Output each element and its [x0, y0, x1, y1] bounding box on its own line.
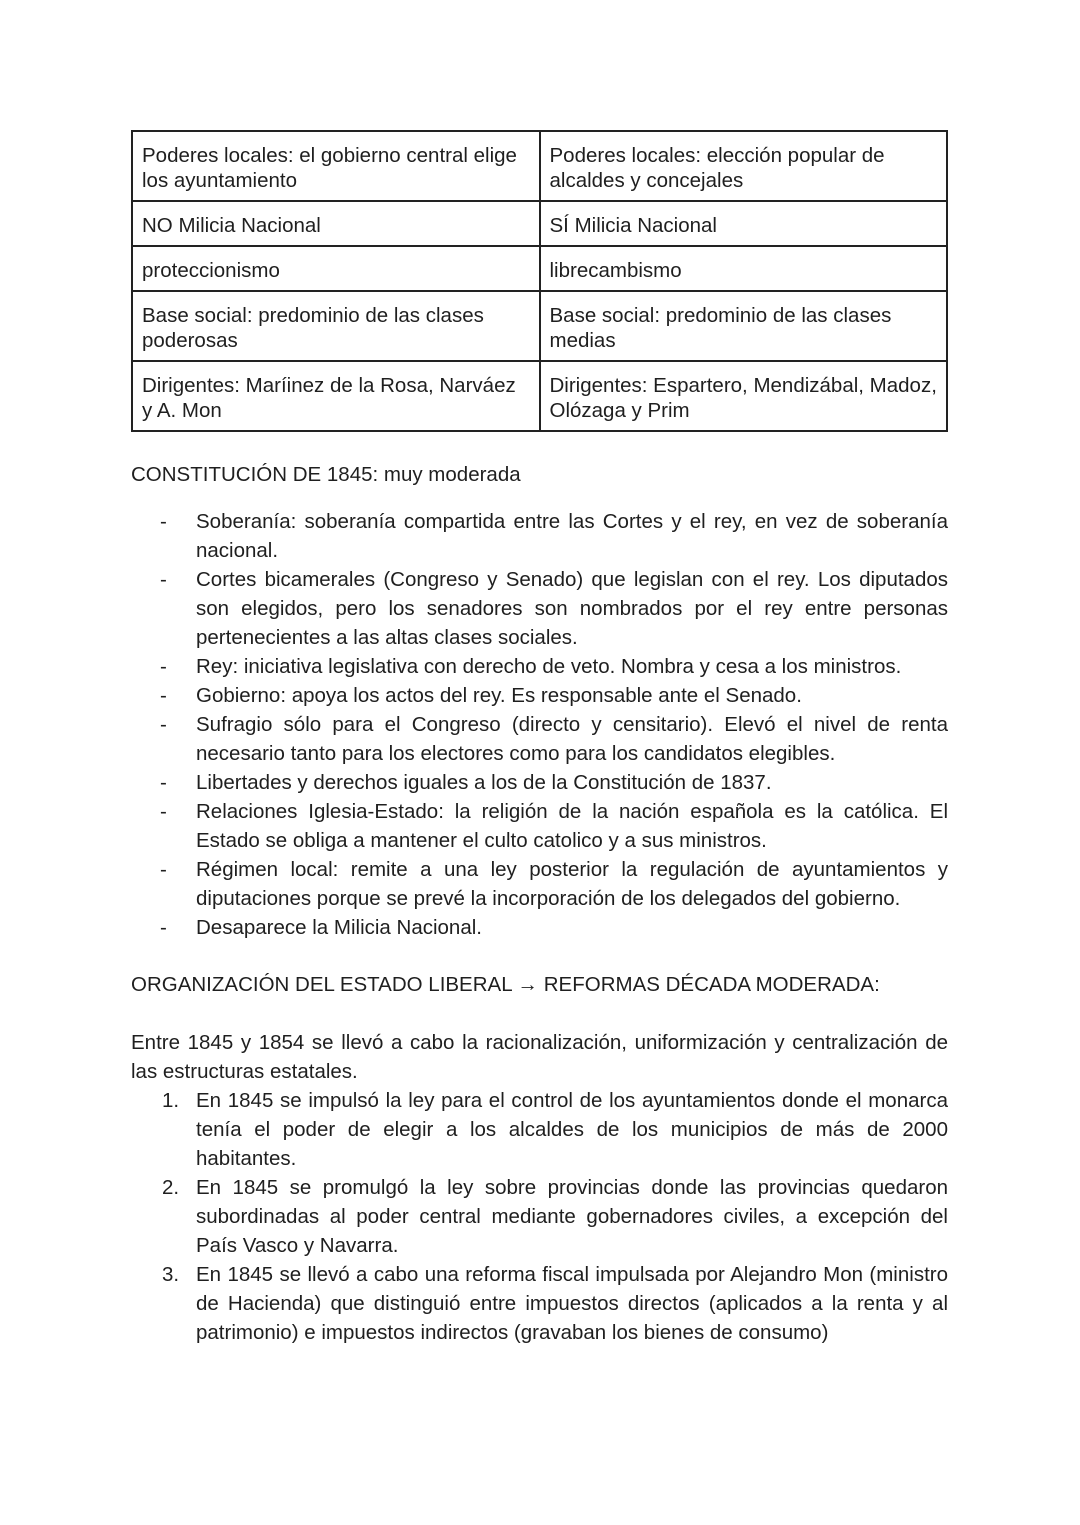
reforms-list: [131, 1086, 948, 1347]
list-item-text: Gobierno: apoya los actos del rey. Es responsable ante el Senado.: [196, 684, 802, 707]
table-cell-right: Dirigentes: Espartero, Mendizábal, Madoz, Olózaga y Prim: [540, 361, 948, 431]
constitution-heading: CONSTITUCIÓN DE 1845: muy moderada: [131, 463, 521, 486]
bullet-dash: -: [160, 655, 167, 678]
bullet-dash: -: [160, 800, 167, 823]
constitution-list: [131, 507, 948, 942]
document-page: [131, 130, 948, 1347]
list-number: 2.: [162, 1176, 180, 1199]
list-item-text: Libertades y derechos iguales a los de la Constitución de 1837.: [196, 771, 772, 794]
table-cell-left: Dirigentes: Maríinez de la Rosa, Narváez y A. Mon: [132, 361, 540, 431]
bullet-dash: -: [160, 713, 167, 736]
list-item: [131, 1173, 948, 1260]
bullet-dash: -: [160, 771, 167, 794]
table-row: [132, 361, 947, 431]
table-cell-right: Poderes locales: elección popular de alcaldes y concejales: [540, 131, 948, 201]
table-cell-right: SÍ Milicia Nacional: [540, 201, 948, 246]
table-row: [132, 291, 947, 361]
table-cell-right: Base social: predominio de las clases medias: [540, 291, 948, 361]
list-item: [131, 710, 948, 768]
comparison-table: [131, 130, 948, 432]
table-cell-left: proteccionismo: [132, 246, 540, 291]
bullet-dash: -: [160, 510, 167, 533]
list-item-text: Rey: iniciativa legislativa con derecho de veto. Nombra y cesa a los ministros.: [196, 655, 902, 678]
list-item-text: Relaciones Iglesia-Estado: la religión de la nación española es la católica. El Estado se obliga a mantener el culto catolico y a sus ministros.: [196, 800, 948, 852]
list-item: [131, 681, 948, 710]
list-number: 3.: [162, 1263, 180, 1286]
list-item-text: Soberanía: soberanía compartida entre las Cortes y el rey, en vez de soberanía nacional.: [196, 510, 948, 562]
table-row: [132, 131, 947, 201]
list-item: [131, 913, 948, 942]
list-item-text: En 1845 se impulsó la ley para el control de los ayuntamientos donde el monarca tenía el poder de elegir a los alcaldes de los municipios de más de 2000 habitantes.: [196, 1089, 948, 1170]
list-item: [131, 768, 948, 797]
table-row: [132, 201, 947, 246]
list-item: [131, 652, 948, 681]
list-item-text: En 1845 se llevó a cabo una reforma fiscal impulsada por Alejandro Mon (ministro de Hacienda) que distinguió entre impuestos directos (aplicados a la renta y al patrimonio) e impuestos indirectos (gravaban los bienes de consumo): [196, 1263, 948, 1344]
list-item-text: En 1845 se promulgó la ley sobre provincias donde las provincias quedaron subordinadas al poder central mediante gobernadores civiles, a excepción del País Vasco y Navarra.: [196, 1176, 948, 1257]
list-item: [131, 565, 948, 652]
bullet-dash: -: [160, 684, 167, 707]
table-cell-left: NO Milicia Nacional: [132, 201, 540, 246]
organization-heading: ORGANIZACIÓN DEL ESTADO LIBERAL → REFORMAS DÉCADA MODERADA:: [131, 973, 880, 996]
table-cell-right: librecambismo: [540, 246, 948, 291]
organization-intro: Entre 1845 y 1854 se llevó a cabo la racionalización, uniformización y centralización de las estructuras estatales.: [131, 1031, 948, 1083]
table-row: [132, 246, 947, 291]
list-item-text: Cortes bicamerales (Congreso y Senado) que legislan con el rey. Los diputados son elegidos, pero los senadores son nombrados por el rey entre personas pertenecientes a las altas clases sociales.: [196, 568, 948, 649]
list-item-text: Sufragio sólo para el Congreso (directo y censitario). Elevó el nivel de renta necesario tanto para los electores como para los candidatos elegibles.: [196, 713, 948, 765]
list-item: [131, 855, 948, 913]
list-item-text: Régimen local: remite a una ley posterior la regulación de ayuntamientos y diputaciones porque se prevé la incorporación de los delegados del gobierno.: [196, 858, 948, 910]
list-item: [131, 507, 948, 565]
list-item-text: Desaparece la Milicia Nacional.: [196, 916, 482, 939]
list-item: [131, 1260, 948, 1347]
table-cell-left: Base social: predominio de las clases poderosas: [132, 291, 540, 361]
list-item: [131, 797, 948, 855]
table-cell-left: Poderes locales: el gobierno central elige los ayuntamiento: [132, 131, 540, 201]
bullet-dash: -: [160, 916, 167, 939]
bullet-dash: -: [160, 858, 167, 881]
bullet-dash: -: [160, 568, 167, 591]
list-item: [131, 1086, 948, 1173]
list-number: 1.: [162, 1089, 180, 1112]
